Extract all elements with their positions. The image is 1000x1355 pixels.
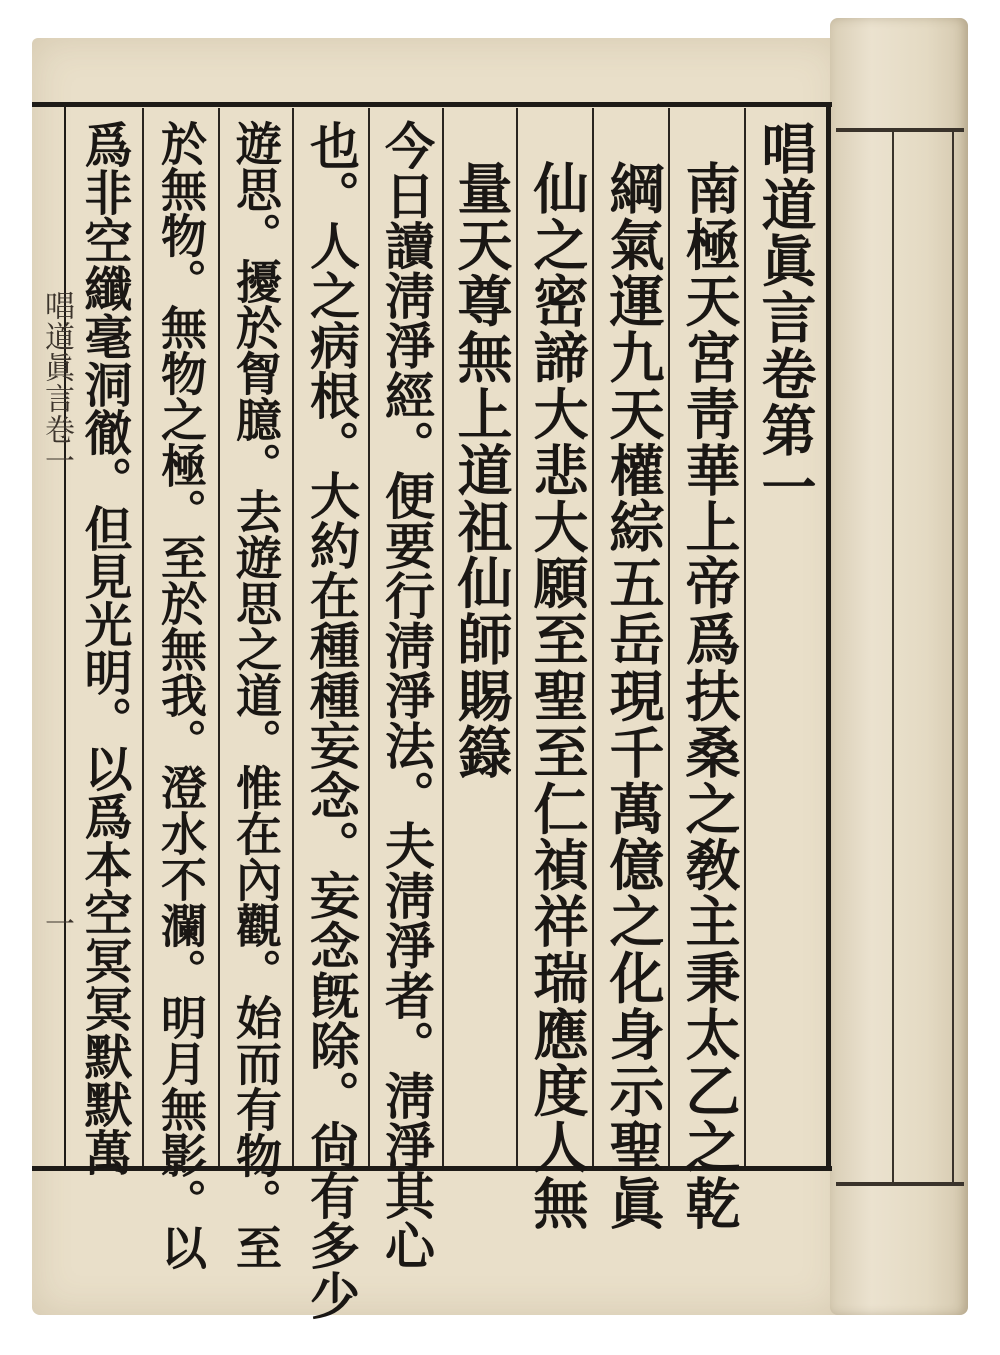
column-text: 唱道眞言卷第一 xyxy=(752,120,818,515)
column-rule xyxy=(668,108,670,1166)
column-7 xyxy=(294,108,368,1320)
margin-page-number: 一 xyxy=(39,908,74,938)
column-text: 綱氣運九天權綜五岳現千萬億之化身示聖眞 xyxy=(600,160,666,1232)
column-6 xyxy=(370,108,442,1270)
column-text: 量天尊無上道祖仙師賜籙 xyxy=(448,160,514,781)
column-5 xyxy=(446,108,516,1166)
column-10 xyxy=(66,108,142,1176)
column-text: 遊思。擾於胷臆。去遊思之道。惟在內觀。始而有物。至 xyxy=(229,120,283,1270)
frame-top-rule xyxy=(32,102,832,107)
column-text: 仙之密諦大悲大願至聖至仁禎祥瑞應度人無 xyxy=(524,160,590,1232)
spine-bottom-rule xyxy=(836,1182,964,1186)
column-text: 也。人之病根。大約在種種妄念。妄念旣除。尙有多少 xyxy=(302,120,361,1320)
frame-right-rule xyxy=(826,102,831,1171)
spine-vertical-rule-2 xyxy=(952,132,954,1182)
spine-vertical-rule xyxy=(892,132,894,1182)
column-text: 南極天宮靑華上帝爲扶桑之敎主秉太乙之乾 xyxy=(676,160,742,1232)
column-4 xyxy=(522,108,592,1232)
spine-top-rule xyxy=(836,128,964,132)
book-spine xyxy=(830,18,968,1315)
column-rule xyxy=(516,108,518,1166)
column-9 xyxy=(144,108,218,1270)
column-rule xyxy=(744,108,746,1166)
column-8 xyxy=(220,108,292,1270)
column-text: 爲非空纖毫洞徹。但見光明。以爲本空冥冥默默萬 xyxy=(76,120,132,1176)
column-rule xyxy=(442,108,444,1166)
margin-title: 唱道眞言卷一 xyxy=(39,290,74,476)
column-1-title xyxy=(750,108,820,1166)
column-2 xyxy=(674,108,744,1232)
text-columns xyxy=(64,108,824,1320)
column-3 xyxy=(598,108,668,1232)
column-rule xyxy=(592,108,594,1166)
column-text: 今日讀淸淨經。便要行淸淨法。夫淸淨者。淸淨其心 xyxy=(377,120,436,1270)
column-text: 於無物。無物之極。至於無我。澄水不瀾。明月無影。以 xyxy=(154,120,208,1270)
